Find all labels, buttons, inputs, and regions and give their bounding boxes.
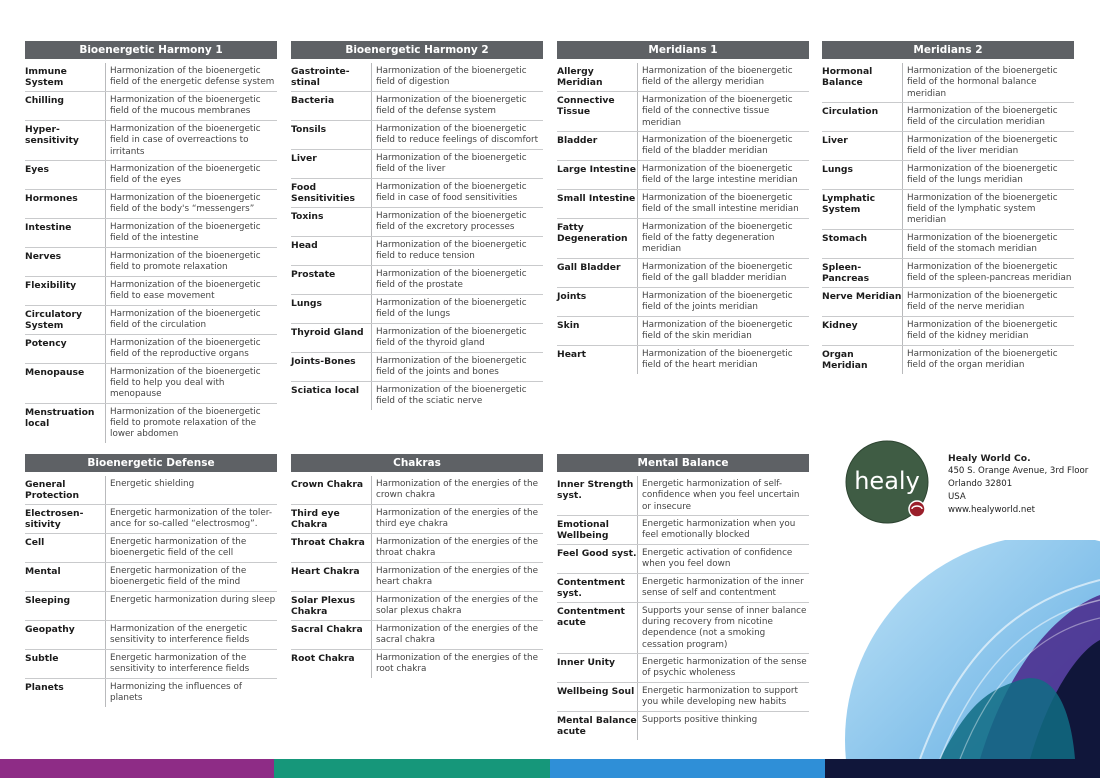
program-name: Heart Chakra (291, 563, 372, 591)
table-row (822, 259, 1074, 288)
program-name: Bladder (557, 132, 638, 160)
table-row (291, 150, 543, 179)
table-row (557, 516, 809, 545)
program-description: Harmonization of the bioenergetic field to ease movement (110, 279, 261, 302)
program-name: Gastrointe-stinal (291, 63, 372, 91)
program-description: Harmonization of the bioenergetic field of the intestine (110, 221, 261, 244)
panel-header: Meridians 2 (822, 41, 1074, 59)
program-name: Liver (822, 132, 903, 160)
program-name: Mental (25, 563, 106, 591)
program-name: Connective Tissue (557, 92, 638, 131)
table-row (25, 219, 277, 248)
panel-header: Bioenergetic Harmony 2 (291, 41, 543, 59)
program-name: Circulatory System (25, 306, 106, 334)
program-description: Harmonization of the bioenergetic field to promote relaxation (110, 250, 261, 273)
program-name: Intestine (25, 219, 106, 247)
program-description: Harmonization of the bioenergetic field of the joints meridian (642, 290, 793, 313)
program-description: Harmonization of the bioenergetic field of the heart meridian (642, 348, 793, 371)
program-description: Energetic harmonization of the sense of psychic wholeness (642, 657, 807, 679)
program-name: Heart (557, 346, 638, 374)
program-name: Bacteria (291, 92, 372, 120)
table-row (291, 295, 543, 324)
program-description: Harmonization of the bioenergetic field of the body's “messengers” (110, 192, 261, 215)
table-row (25, 679, 277, 707)
program-description: Harmonization of the bioenergetic field of the sciatic nerve (376, 385, 527, 407)
table-row (291, 563, 543, 592)
program-description: Harmonization of the bioenergetic field to reduce feelings of discomfort (376, 124, 539, 146)
table-row (557, 161, 809, 190)
program-name: Fatty Degeneration (557, 219, 638, 258)
program-name: Lungs (291, 295, 372, 323)
table-row (822, 103, 1074, 132)
table-row (291, 237, 543, 266)
program-name: General Protection (25, 476, 106, 504)
company-city: Orlando 32801 (948, 479, 1013, 489)
program-description: Harmonization of the bioenergetic field of the gall bladder meridian (642, 261, 793, 284)
program-description: Energetic harmonization of self-confidence when you feel uncertain or insecure (642, 479, 800, 512)
table-row (822, 288, 1074, 317)
program-description: Harmonization of the bioenergetic field of the large intestine meridian (642, 163, 798, 186)
table-row (25, 335, 277, 364)
table-row (557, 574, 809, 603)
program-description: Harmonization of the energies of the throat chakra (376, 537, 538, 559)
program-description: Harmonization of the bioenergetic field of the hormonal balance meridian (907, 66, 1058, 99)
panel-bioenergetic-defense (25, 454, 277, 707)
program-description: Harmonization of the bioenergetic field of the defense system (376, 95, 527, 117)
program-name: Subtle (25, 650, 106, 678)
program-description: Harmonization of the bioenergetic field of the connective tissue meridian (642, 95, 793, 128)
program-name: Geopathy (25, 621, 106, 649)
program-description: Harmonization of the energies of the crown chakra (376, 479, 538, 501)
program-description: Harmonization of the bioenergetic field of the prostate (376, 269, 527, 291)
table-row (25, 404, 277, 443)
program-description: Harmonization of the bioenergetic field of the joints and bones (376, 356, 527, 378)
table-row (25, 92, 277, 121)
color-bar-magenta (0, 759, 274, 778)
table-row (291, 621, 543, 650)
color-bar-navy (825, 759, 1100, 778)
table-row (291, 208, 543, 237)
program-name: Skin (557, 317, 638, 345)
table-row (822, 63, 1074, 103)
panel-header: Meridians 1 (557, 41, 809, 59)
panel-chakras (291, 454, 543, 678)
table-row (557, 346, 809, 374)
program-description: Energetic harmonization of the bioenergetic field of the cell (110, 537, 247, 559)
program-description: Harmonization of the bioenergetic field of the lymphatic system meridian (907, 192, 1058, 226)
table-row (822, 230, 1074, 259)
table-row (557, 712, 809, 740)
panel-meridians-1 (557, 41, 809, 374)
program-name: Prostate (291, 266, 372, 294)
table-row (557, 190, 809, 219)
program-name: Emotional Wellbeing (557, 516, 638, 544)
program-name: Circulation (822, 103, 903, 131)
program-description: Harmonization of the energies of the heart chakra (376, 566, 538, 588)
program-name: Crown Chakra (291, 476, 372, 504)
program-name: Liver (291, 150, 372, 178)
program-name: Sacral Chakra (291, 621, 372, 649)
program-name: Contentment acute (557, 603, 638, 653)
program-name: Sciatica local (291, 382, 372, 410)
program-description: Harmonization of the bioenergetic field of digestion (376, 66, 527, 88)
table-row (557, 259, 809, 288)
program-description: Energetic activation of confidence when you feel down (642, 547, 793, 570)
program-description: Energetic harmonization of the bioenergetic field of the mind (110, 566, 247, 588)
program-name: Menopause (25, 364, 106, 403)
table-row (822, 190, 1074, 230)
program-name: Thyroid Gland (291, 324, 372, 352)
program-name: Electrosen-sitivity (25, 505, 106, 533)
table-row (291, 266, 543, 295)
program-description: Harmonization of the bioenergetic field of the bladder meridian (642, 134, 793, 157)
table-row (25, 505, 277, 534)
program-name: Lungs (822, 161, 903, 189)
program-name: Hormones (25, 190, 106, 218)
panel-meridians-2 (822, 41, 1074, 374)
decorative-arcs (820, 540, 1100, 759)
table-row (557, 92, 809, 132)
program-name: Solar Plexus Chakra (291, 592, 372, 620)
panel-mental-balance (557, 454, 809, 740)
table-row (557, 317, 809, 346)
program-description: Harmonization of the bioenergetic field of the lungs meridian (907, 163, 1058, 186)
program-name: Tonsils (291, 121, 372, 149)
program-name: Chilling (25, 92, 106, 120)
program-name: Cell (25, 534, 106, 562)
program-description: Harmonization of the bioenergetic field of the kidney meridian (907, 319, 1058, 342)
table-row (291, 63, 543, 92)
program-description: Harmonization of the energies of the root chakra (376, 653, 538, 675)
program-name: Mental Balance acute (557, 712, 638, 740)
panel-header: Mental Balance (557, 454, 809, 472)
program-description: Harmonization of the bioenergetic field in case of overreactions to irritants (110, 124, 261, 157)
program-description: Harmonization of the bioenergetic field of the skin meridian (642, 319, 793, 342)
company-web[interactable]: www.healyworld.net (948, 505, 1035, 515)
program-description: Harmonization of the energetic sensitivity to interference fields (110, 624, 250, 646)
program-description: Harmonization of the bioenergetic field of the fatty degeneration meridian (642, 221, 793, 255)
table-row (557, 654, 809, 683)
healy-logo (845, 440, 929, 524)
program-name: Organ Meridian (822, 346, 903, 374)
program-name: Head (291, 237, 372, 265)
logo-text: healy (854, 467, 920, 495)
program-name: Planets (25, 679, 106, 707)
program-name: Contentment syst. (557, 574, 638, 602)
program-description: Energetic shielding (110, 479, 195, 489)
table-row (25, 121, 277, 161)
program-description: Harmonization of the bioenergetic field of the organ meridian (907, 348, 1058, 371)
table-row (557, 63, 809, 92)
program-description: Supports your sense of inner balance during recovery from nicotine dependence (not a smoking cessation program) (642, 605, 807, 650)
program-description: Harmonization of the bioenergetic field of the reproductive organs (110, 337, 261, 360)
program-description: Energetic harmonization of the inner sense of self and contentment (642, 576, 804, 599)
program-description: Energetic harmonization of the sensitivity to interference fields (110, 653, 250, 675)
program-description: Harmonization of the bioenergetic field of the circulation (110, 308, 261, 331)
table-row (291, 650, 543, 678)
program-description: Harmonization of the bioenergetic field of the thyroid gland (376, 327, 527, 349)
company-country: USA (948, 492, 966, 502)
company-address (948, 452, 1088, 517)
program-name: Hormonal Balance (822, 63, 903, 102)
program-description: Harmonization of the bioenergetic field of the eyes (110, 163, 261, 186)
program-description: Harmonization of the bioenergetic field in case of food sensitivities (376, 182, 527, 204)
table-row (822, 161, 1074, 190)
table-row (291, 121, 543, 150)
program-name: Nerve Meridian (822, 288, 903, 316)
table-row (25, 476, 277, 505)
program-name: Inner Strength syst. (557, 476, 638, 515)
program-name: Small Intestine (557, 190, 638, 218)
program-name: Menstruation local (25, 404, 106, 443)
program-name: Feel Good syst. (557, 545, 638, 573)
panel-header: Bioenergetic Defense (25, 454, 277, 472)
program-name: Allergy Meridian (557, 63, 638, 91)
program-description: Harmonization of the bioenergetic field to help you deal with menopause (110, 366, 261, 400)
program-description: Harmonization of the energies of the third eye chakra (376, 508, 538, 530)
table-row (291, 382, 543, 410)
table-row (291, 92, 543, 121)
table-row (557, 603, 809, 654)
program-name: Throat Chakra (291, 534, 372, 562)
program-description: Harmonization of the energies of the sacral chakra (376, 624, 538, 646)
table-row (291, 353, 543, 382)
table-row (557, 288, 809, 317)
table-row (25, 592, 277, 621)
table-row (25, 63, 277, 92)
program-description: Harmonization of the bioenergetic field of the liver meridian (907, 134, 1058, 157)
program-description: Harmonization of the bioenergetic field of the circulation meridian (907, 105, 1058, 128)
table-row (822, 317, 1074, 346)
program-description: Energetic harmonization of the toler-ance for so-called “electrosmog”. (110, 508, 273, 530)
table-row (822, 346, 1074, 374)
program-description: Harmonization of the bioenergetic field to promote relaxation of the lower abdomen (110, 406, 261, 440)
table-row (25, 621, 277, 650)
color-bar-blue (550, 759, 825, 778)
program-name: Lymphatic System (822, 190, 903, 229)
program-name: Toxins (291, 208, 372, 236)
table-row (557, 545, 809, 574)
table-row (25, 534, 277, 563)
program-description: Harmonization of the bioenergetic field of the liver (376, 153, 527, 175)
program-description: Harmonizing the influences of planets (110, 682, 242, 704)
table-row (25, 306, 277, 335)
program-name: Food Sensitivities (291, 179, 372, 207)
program-description: Harmonization of the bioenergetic field of the allergy meridian (642, 66, 793, 88)
program-description: Energetic harmonization when you feel emotionally blocked (642, 518, 796, 541)
program-description: Harmonization of the bioenergetic field of the mucous membranes (110, 95, 261, 117)
table-row (291, 592, 543, 621)
program-name: Joints-Bones (291, 353, 372, 381)
panel-bioenergetic-harmony-1 (25, 41, 277, 443)
table-row (291, 179, 543, 208)
table-row (557, 219, 809, 259)
table-row (291, 324, 543, 353)
table-row (557, 683, 809, 712)
company-street: 450 S. Orange Avenue, 3rd Floor (948, 466, 1089, 476)
table-row (25, 161, 277, 190)
program-description: Energetic harmonization during sleep (110, 595, 276, 605)
program-name: Gall Bladder (557, 259, 638, 287)
program-name: Sleeping (25, 592, 106, 620)
table-row (291, 505, 543, 534)
color-bar-green (274, 759, 550, 778)
program-name: Large Intestine (557, 161, 638, 189)
table-row (25, 190, 277, 219)
program-name: Wellbeing Soul (557, 683, 638, 711)
program-description: Harmonization of the energies of the solar plexus chakra (376, 595, 538, 617)
program-description: Harmonization of the bioenergetic field to reduce tension (376, 240, 527, 262)
table-row (25, 364, 277, 404)
program-name: Spleen-Pancreas (822, 259, 903, 287)
panel-header: Bioenergetic Harmony 1 (25, 41, 277, 59)
program-name: Hyper-sensitivity (25, 121, 106, 160)
table-row (557, 476, 809, 516)
table-row (25, 563, 277, 592)
program-description: Harmonization of the bioenergetic field of the nerve meridian (907, 290, 1058, 313)
program-name: Kidney (822, 317, 903, 345)
table-row (291, 534, 543, 563)
panel-header: Chakras (291, 454, 543, 472)
panel-bioenergetic-harmony-2 (291, 41, 543, 410)
program-description: Harmonization of the bioenergetic field of the energetic defense system (110, 66, 275, 88)
table-row (557, 132, 809, 161)
program-description: Harmonization of the bioenergetic field of the lungs (376, 298, 527, 320)
table-row (25, 277, 277, 306)
program-description: Supports positive thinking (642, 715, 758, 726)
program-description: Energetic harmonization to support you while developing new habits (642, 686, 798, 708)
program-name: Inner Unity (557, 654, 638, 682)
table-row (822, 132, 1074, 161)
program-name: Root Chakra (291, 650, 372, 678)
program-name: Third eye Chakra (291, 505, 372, 533)
program-name: Flexibility (25, 277, 106, 305)
program-description: Harmonization of the bioenergetic field of the stomach meridian (907, 232, 1058, 255)
program-description: Harmonization of the bioenergetic field of the small intestine meridian (642, 192, 799, 215)
program-name: Joints (557, 288, 638, 316)
table-row (291, 476, 543, 505)
company-name: Healy World Co. (948, 453, 1031, 464)
program-description: Harmonization of the bioenergetic field of the excretory processes (376, 211, 527, 233)
table-row (25, 248, 277, 277)
program-name: Stomach (822, 230, 903, 258)
table-row (25, 650, 277, 679)
program-name: Eyes (25, 161, 106, 189)
program-name: Potency (25, 335, 106, 363)
program-name: Nerves (25, 248, 106, 276)
program-name: Immune System (25, 63, 106, 91)
program-description: Harmonization of the bioenergetic field of the spleen-pancreas meridian (907, 261, 1072, 284)
